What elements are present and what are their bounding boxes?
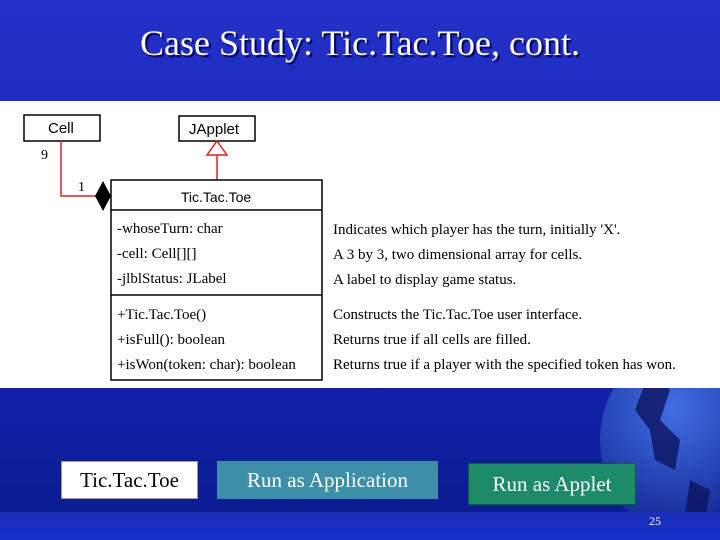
method-description-3: Returns true if a player with the specified token has won. [333, 357, 676, 373]
multiplicity-main: 1 [78, 180, 85, 195]
method-description-2: Returns true if all cells are filled. [333, 332, 531, 348]
method-3: +isWon(token: char): boolean [117, 357, 296, 373]
tictactoe-button[interactable]: Tic.Tac.Toe [61, 461, 198, 499]
run-as-application-button[interactable]: Run as Application [217, 461, 438, 499]
footer-bar [0, 512, 720, 540]
cell-class-label: Cell [48, 120, 74, 137]
uml-diagram-panel [0, 101, 720, 388]
field-2: -cell: Cell[][] [117, 246, 197, 262]
method-1: +Tic.Tac.Toe() [117, 307, 207, 323]
field-description-1: Indicates which player has the turn, initially 'X'. [333, 222, 621, 238]
inheritance-arrow-icon [207, 141, 227, 155]
field-description-2: A 3 by 3, two dimensional array for cells. [333, 247, 583, 263]
run-as-applet-button[interactable]: Run as Applet [468, 463, 636, 505]
page-number: 25 [649, 514, 661, 528]
japplet-class-label: JApplet [189, 121, 240, 138]
multiplicity-cell: 9 [41, 148, 48, 163]
method-description-1: Constructs the Tic.Tac.Toe user interface. [333, 307, 583, 323]
field-3: -jlblStatus: JLabel [117, 271, 227, 287]
field-description-3: A label to display game status. [333, 272, 517, 288]
slide-title: Case Study: Tic.Tac.Toe, cont. [140, 23, 580, 63]
composition-diamond-icon [95, 181, 111, 211]
method-2: +isFull(): boolean [117, 332, 226, 348]
tictactoe-class-label: Tic.Tac.Toe [180, 189, 252, 205]
field-1: -whoseTurn: char [117, 221, 223, 237]
